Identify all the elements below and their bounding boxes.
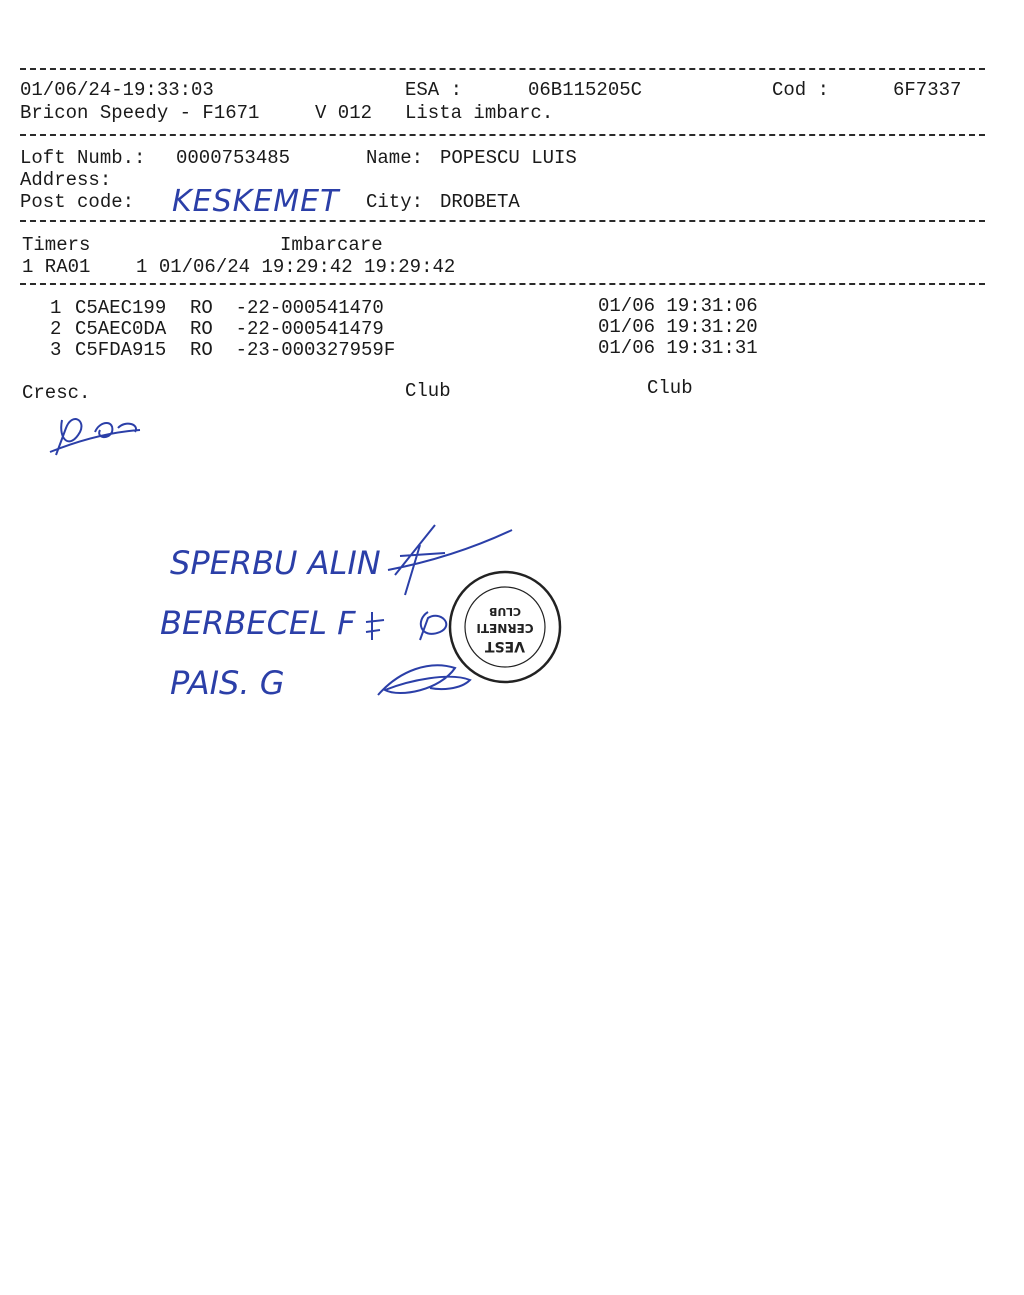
postcode-label: Post code: [20, 191, 135, 213]
handwritten-name-1: SPERBU ALIN [170, 544, 381, 582]
version: V 012 [315, 102, 373, 124]
svg-text:VEST: VEST [484, 638, 526, 654]
signature-cresc [50, 419, 140, 455]
esa-label: ESA : [405, 79, 463, 101]
loft-label: Loft Numb.: [20, 147, 146, 169]
cod-label: Cod : [772, 79, 830, 101]
city-value: DROBETA [440, 191, 520, 213]
handwritten-name-3: PAIS. G [170, 664, 285, 702]
bird-index: 3 [50, 339, 62, 361]
bird-time: 01/06 19:31:06 [598, 295, 758, 317]
doc-type: Lista imbarc. [405, 102, 554, 124]
timers-label: Timers [22, 234, 91, 256]
city-label: City: [366, 191, 424, 213]
imbarcare-label: Imbarcare [280, 234, 383, 256]
bird-ring: RO -22-000541470 [190, 297, 384, 319]
loft-value: 0000753485 [176, 147, 291, 169]
signature-1 [388, 525, 512, 595]
cod-value: 6F7337 [893, 79, 962, 101]
name-value: POPESCU LUIS [440, 147, 577, 169]
bird-time: 01/06 19:31:31 [598, 337, 758, 359]
address-label: Address: [20, 169, 112, 191]
device-name: Bricon Speedy - F1671 [20, 102, 260, 124]
postcode-handwritten: KESKEMET [172, 184, 340, 219]
bird-time: 01/06 19:31:20 [598, 316, 758, 338]
cresc-label: Cresc. [22, 382, 91, 404]
svg-text:CERNETI: CERNETI [476, 621, 534, 635]
esa-value: 06B115205C [528, 79, 643, 101]
bird-index: 1 [50, 297, 62, 319]
bird-index: 2 [50, 318, 62, 340]
bird-chip: C5AEC199 [75, 297, 167, 319]
signature-2 [366, 612, 446, 640]
bird-ring: RO -22-000541479 [190, 318, 384, 340]
name-label: Name: [366, 147, 424, 169]
svg-text:CLUB: CLUB [488, 605, 522, 618]
timer-row: 1 RA01 1 01/06/24 19:29:42 19:29:42 [22, 256, 456, 278]
bird-ring: RO -23-000327959F [190, 339, 396, 361]
signature-3 [378, 665, 470, 695]
print-datetime: 01/06/24-19:33:03 [20, 79, 214, 101]
club-label: Club [405, 380, 451, 402]
handwritten-name-2: BERBECEL F [160, 604, 356, 642]
club-stamp [450, 572, 560, 682]
bird-chip: C5FDA915 [75, 339, 167, 361]
club-label: Club [647, 377, 693, 399]
bird-chip: C5AEC0DA [75, 318, 167, 340]
